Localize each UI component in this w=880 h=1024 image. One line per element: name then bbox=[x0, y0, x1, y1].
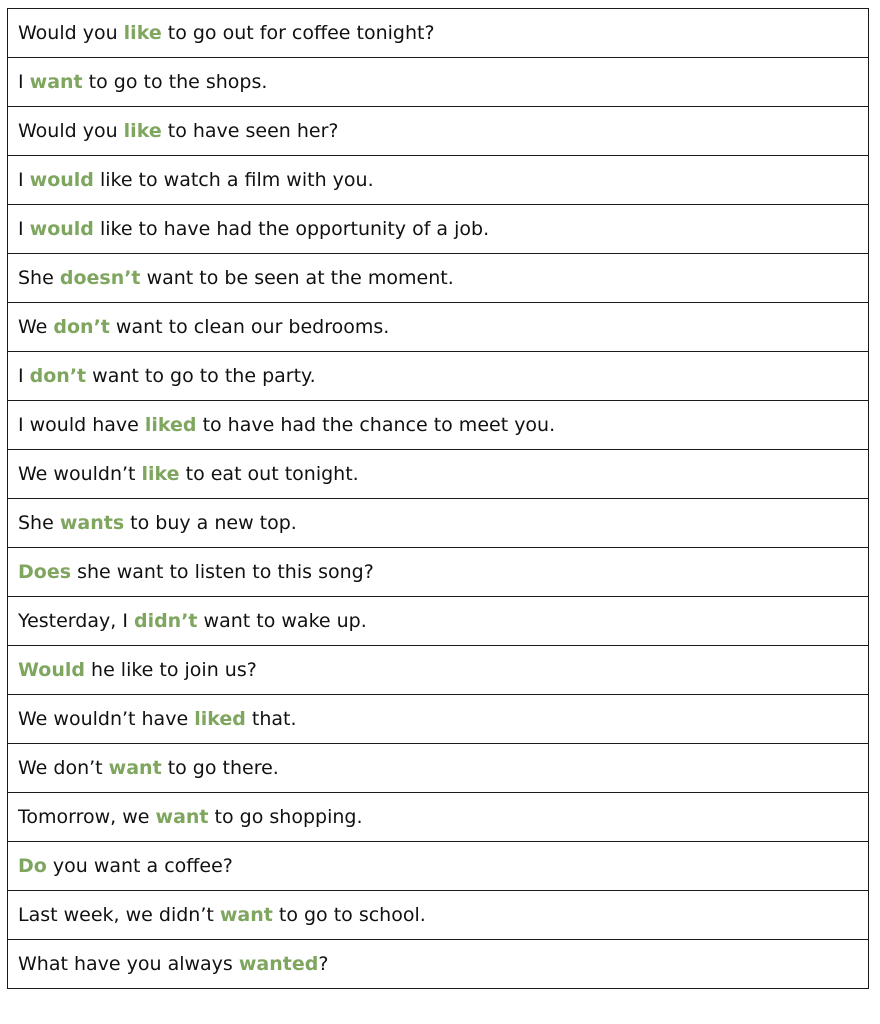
sentence-cell bbox=[8, 842, 869, 891]
sentence-text: Tomorrow, we bbox=[18, 806, 156, 828]
sentence-text: want to wake up. bbox=[197, 610, 367, 632]
sentence-text: want to go to the party. bbox=[86, 365, 316, 387]
sentence-text: you want a coffee? bbox=[46, 855, 233, 877]
table-row bbox=[8, 156, 869, 205]
sentence-cell bbox=[8, 156, 869, 205]
sentence-text: want to be seen at the moment. bbox=[140, 267, 454, 289]
sentence-text: We bbox=[18, 316, 54, 338]
highlighted-word: wanted bbox=[238, 953, 319, 975]
highlighted-word: would bbox=[29, 169, 94, 191]
highlighted-word: want bbox=[108, 757, 162, 779]
sentence-text: We wouldn’t bbox=[18, 463, 142, 485]
sentence-cell bbox=[8, 940, 869, 989]
table-row bbox=[8, 401, 869, 450]
table-row bbox=[8, 597, 869, 646]
sentence-text: want to clean our bedrooms. bbox=[109, 316, 390, 338]
highlighted-word: doesn’t bbox=[59, 267, 141, 289]
table-row bbox=[8, 891, 869, 940]
sentence-text: I bbox=[18, 169, 30, 191]
highlighted-word: like bbox=[123, 22, 162, 44]
highlighted-word: like bbox=[141, 463, 180, 485]
highlighted-word: liked bbox=[144, 414, 197, 436]
sentence-cell bbox=[8, 107, 869, 156]
sentence-text: like to have had the opportunity of a job. bbox=[93, 218, 490, 240]
sentence-text: he like to join us? bbox=[84, 659, 257, 681]
sentence-cell bbox=[8, 793, 869, 842]
sentence-text: to go shopping. bbox=[208, 806, 363, 828]
highlighted-word: want bbox=[219, 904, 273, 926]
table-row bbox=[8, 205, 869, 254]
highlighted-word: don’t bbox=[53, 316, 110, 338]
sentence-cell bbox=[8, 891, 869, 940]
sentence-cell bbox=[8, 744, 869, 793]
highlighted-word: want bbox=[29, 71, 83, 93]
sentence-cell bbox=[8, 205, 869, 254]
sentence-cell bbox=[8, 58, 869, 107]
sentence-table bbox=[7, 8, 869, 989]
sentence-text: ? bbox=[318, 953, 329, 975]
table-row bbox=[8, 58, 869, 107]
sentence-text: to have seen her? bbox=[161, 120, 339, 142]
sentence-text: to buy a new top. bbox=[124, 512, 297, 534]
sentence-text: Last week, we didn’t bbox=[18, 904, 220, 926]
table-row bbox=[8, 107, 869, 156]
sentence-text: She bbox=[18, 267, 60, 289]
table-row bbox=[8, 646, 869, 695]
sentence-text: Would you bbox=[18, 120, 124, 142]
sentence-cell bbox=[8, 450, 869, 499]
sentence-text: Yesterday, I bbox=[18, 610, 134, 632]
sentence-text: I bbox=[18, 365, 30, 387]
sentence-text: she want to listen to this song? bbox=[71, 561, 374, 583]
highlighted-word: Does bbox=[18, 561, 72, 583]
highlighted-word: Would bbox=[18, 659, 85, 681]
sentence-cell bbox=[8, 254, 869, 303]
table-row bbox=[8, 842, 869, 891]
sentence-text: like to watch a film with you. bbox=[93, 169, 374, 191]
table-row bbox=[8, 352, 869, 401]
table-body bbox=[8, 9, 869, 989]
highlighted-word: didn’t bbox=[133, 610, 198, 632]
sentence-text: to go there. bbox=[161, 757, 279, 779]
sentence-cell bbox=[8, 646, 869, 695]
sentence-text: We wouldn’t have bbox=[18, 708, 195, 730]
sentence-text: to go out for coffee tonight? bbox=[161, 22, 435, 44]
sentence-cell bbox=[8, 401, 869, 450]
sentence-cell bbox=[8, 695, 869, 744]
table-row bbox=[8, 793, 869, 842]
sentence-text: She bbox=[18, 512, 60, 534]
sentence-cell bbox=[8, 352, 869, 401]
sentence-cell bbox=[8, 303, 869, 352]
sentence-cell bbox=[8, 597, 869, 646]
sentence-text: Would you bbox=[18, 22, 124, 44]
table-row bbox=[8, 744, 869, 793]
table-row bbox=[8, 940, 869, 989]
table-row bbox=[8, 499, 869, 548]
table-row bbox=[8, 303, 869, 352]
highlighted-word: Do bbox=[18, 855, 47, 877]
highlighted-word: don’t bbox=[29, 365, 87, 387]
highlighted-word: would bbox=[29, 218, 94, 240]
sentence-text: to have had the chance to meet you. bbox=[196, 414, 556, 436]
highlighted-word: want bbox=[155, 806, 209, 828]
sentence-text: What have you always bbox=[18, 953, 239, 975]
sentence-text: to go to the shops. bbox=[82, 71, 268, 93]
table-row bbox=[8, 548, 869, 597]
sentence-cell bbox=[8, 9, 869, 58]
sentence-text: We don’t bbox=[18, 757, 109, 779]
table-row bbox=[8, 450, 869, 499]
sentence-cell bbox=[8, 548, 869, 597]
highlighted-word: wants bbox=[59, 512, 125, 534]
table-row bbox=[8, 9, 869, 58]
sentence-cell bbox=[8, 499, 869, 548]
table-row bbox=[8, 695, 869, 744]
sentence-text: I bbox=[18, 71, 30, 93]
table-row bbox=[8, 254, 869, 303]
sentence-text: I bbox=[18, 218, 30, 240]
sentence-text: that. bbox=[245, 708, 297, 730]
sentence-text: to eat out tonight. bbox=[179, 463, 359, 485]
highlighted-word: like bbox=[123, 120, 162, 142]
sentence-text: to go to school. bbox=[272, 904, 426, 926]
highlighted-word: liked bbox=[194, 708, 246, 730]
sentence-text: I would have bbox=[18, 414, 145, 436]
